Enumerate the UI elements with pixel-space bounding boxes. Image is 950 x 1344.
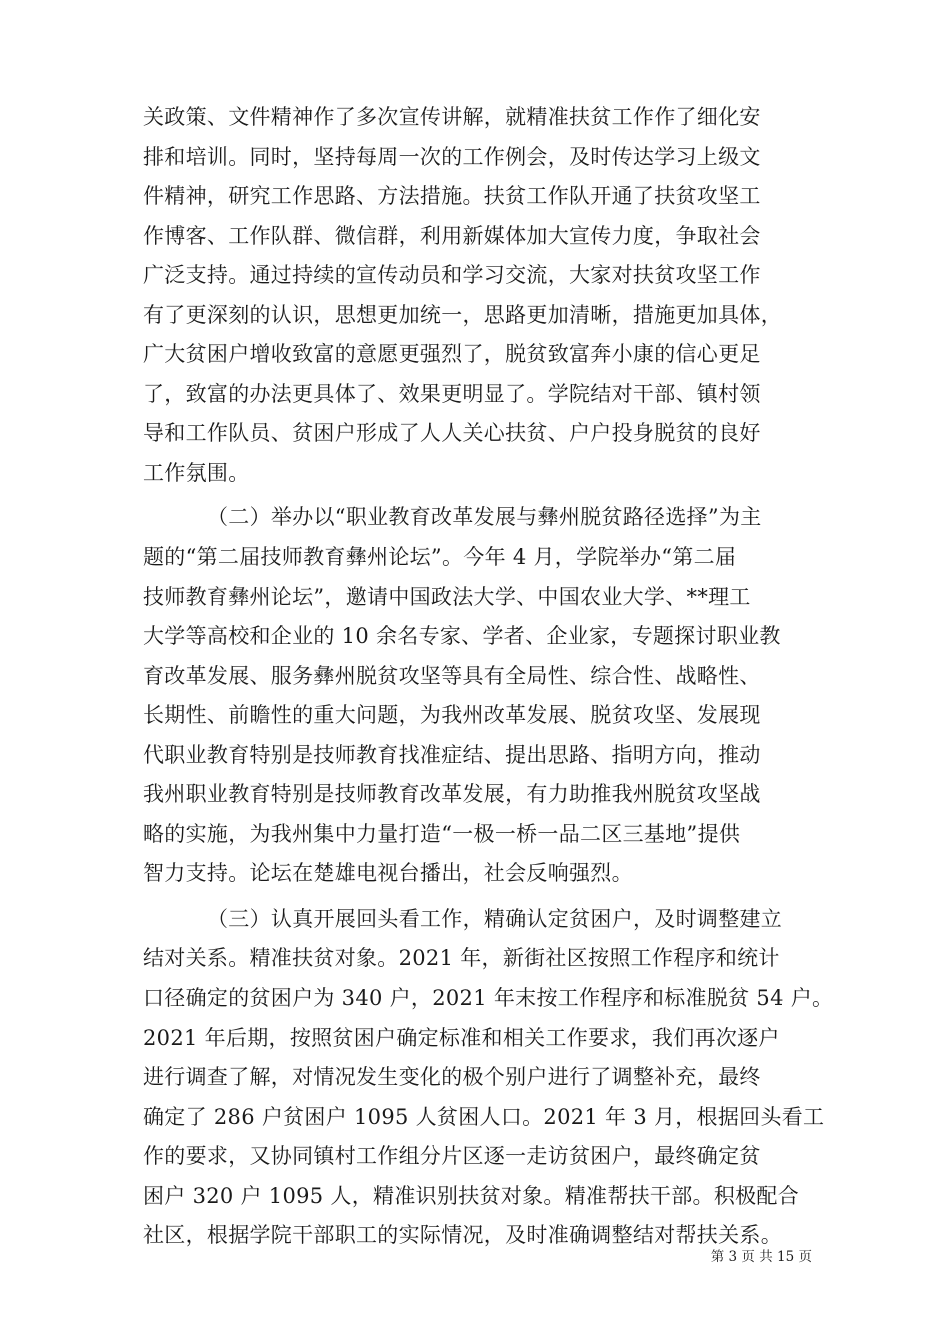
text-line: 大学等高校和企业的 10 余名专家、学者、企业家，专题探讨职业教 — [143, 624, 781, 649]
text-line: 广大贫困户增收致富的意愿更强烈了，脱贫致富奔小康的信心更足 — [143, 342, 761, 367]
text-line: 作博客、工作队群、微信群，利用新媒体加大宣传力度，争取社会 — [143, 223, 761, 248]
text-line: 育改革发展、服务彝州脱贫攻坚等具有全局性、综合性、战略性、 — [143, 663, 761, 688]
text-line: 代职业教育特别是技师教育找准症结、提出思路、指明方向，推动 — [143, 742, 761, 767]
text-line: 作的要求，又协同镇村工作组分片区逐一走访贫困户，最终确定贫 — [143, 1144, 761, 1169]
text-line: 导和工作队员、贫困户形成了人人关心扶贫、户户投身脱贫的良好 — [143, 421, 761, 446]
text-line: 关政策、文件精神作了多次宣传讲解，就精准扶贫工作作了细化安 — [143, 105, 761, 129]
text-line-indented: （三）认真开展回头看工作，精确认定贫困户，及时调整建立 — [207, 906, 783, 931]
text-line: 智力支持。论坛在楚雄电视台播出，社会反响强烈。 — [143, 861, 633, 886]
text-line: 了，致富的办法更具体了、效果更明显了。学院结对干部、镇村领 — [143, 381, 761, 406]
text-line: 略的实施，为我州集中力量打造“一极一桥一品二区三基地”提供 — [143, 821, 741, 846]
paragraph-1 — [143, 98, 823, 493]
page-number: 第 3 页 共 15 页 — [710, 1249, 812, 1265]
text-line: 结对关系。精准扶贫对象。2021 年，新街社区按照工作程序和统计 — [143, 946, 780, 971]
text-line: 口径确定的贫困户为 340 户，2021 年末按工作程序和标准脱贫 54 户。 — [143, 986, 834, 1011]
paragraph-3 — [143, 900, 834, 1256]
document-body — [143, 98, 834, 1256]
text-line: 确定了 286 户贫困户 1095 人贫困人口。2021 年 3 月，根据回头看工 — [143, 1104, 825, 1129]
text-line: 困户 320 户 1095 人，精准识别扶贫对象。精准帮扶干部。积极配合 — [143, 1183, 800, 1208]
text-line: 工作氛围。 — [143, 460, 250, 485]
text-line: 社区，根据学院干部职工的实际情况，及时准确调整结对帮扶关系。 — [143, 1223, 782, 1248]
text-line: 2021 年后期，按照贫困户确定标准和相关工作要求，我们再次逐户 — [143, 1025, 780, 1050]
text-line: 件精神，研究工作思路、方法措施。扶贫工作队开通了扶贫攻坚工 — [143, 184, 761, 209]
text-line: 题的“第二届技师教育彝州论坛”。今年 4 月，学院举办“第二届 — [143, 545, 737, 570]
paragraph-2 — [143, 498, 823, 893]
text-line: 我州职业教育特别是技师教育改革发展，有力助推我州脱贫攻坚战 — [143, 782, 761, 807]
text-line: 技师教育彝州论坛”，邀请中国政法大学、中国农业大学、**理工 — [143, 584, 751, 609]
text-line: 广泛支持。通过持续的宣传动员和学习交流，大家对扶贫攻坚工作 — [143, 263, 761, 288]
text-line: 有了更深刻的认识，思想更加统一，思路更加清晰，措施更加具体， — [143, 302, 782, 327]
text-line: 排和培训。同时，坚持每周一次的工作例会，及时传达学习上级文 — [143, 144, 761, 169]
text-line: 进行调查了解，对情况发生变化的极个别户进行了调整补充，最终 — [143, 1065, 761, 1090]
text-line: 长期性、前瞻性的重大问题，为我州改革发展、脱贫攻坚、发展现 — [143, 703, 761, 728]
text-line-indented: （二）举办以“职业教育改革发展与彝州脱贫路径选择”为主 — [207, 505, 762, 530]
